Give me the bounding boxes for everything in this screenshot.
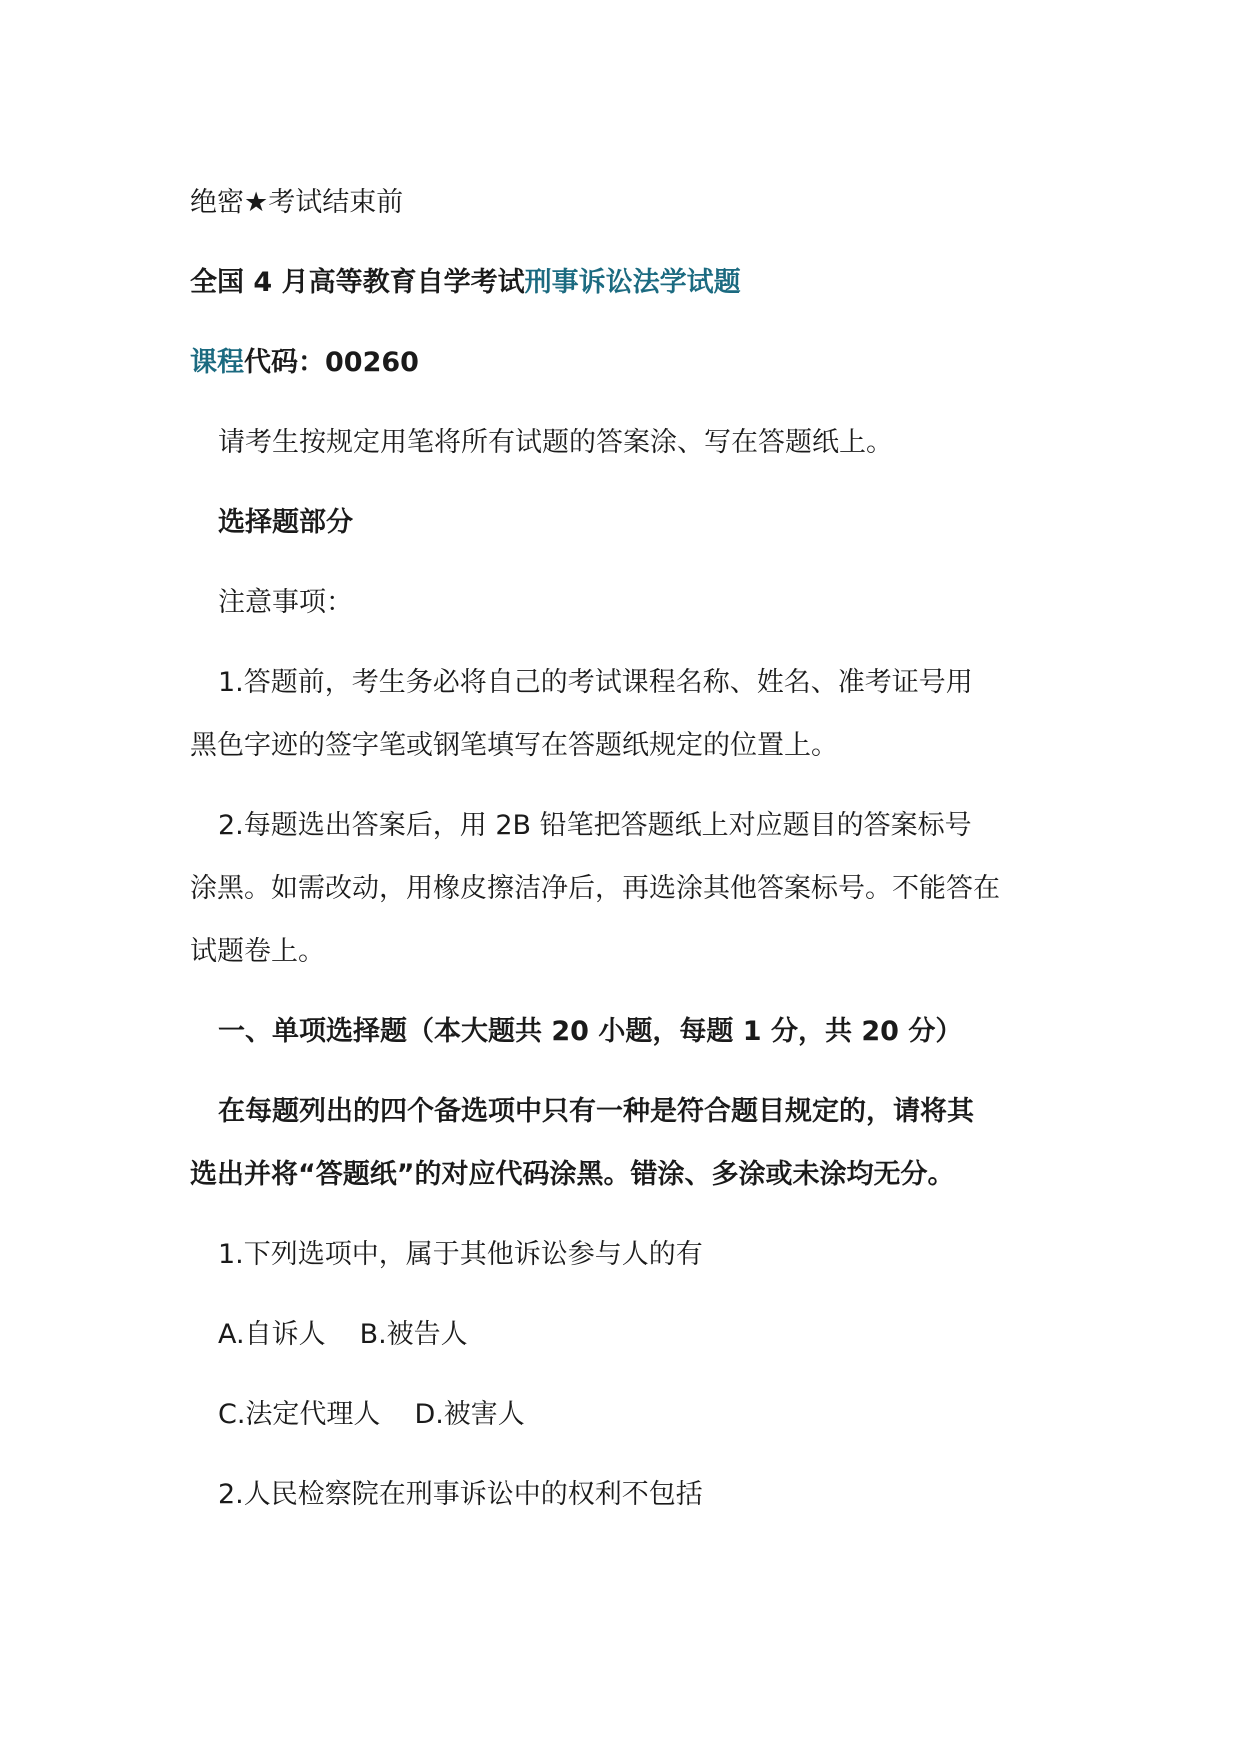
course-code [190,345,419,381]
option-d: D.被害人 [414,1399,525,1430]
note-1-line-1: 1.答题前，考生务必将自己的考试课程名称、姓名、准考证号用 [218,667,973,698]
exam-title-prefix: 全国 4 月高等教育自学考试 [190,267,525,298]
part-one-heading: 一、单项选择题（本大题共 20 小题，每题 1 分，共 20 分） [218,1016,963,1047]
note-2-line-1: 2.每题选出答案后，用 2B 铅笔把答题纸上对应题目的答案标号 [218,810,972,841]
option-b: B.被告人 [359,1319,468,1350]
question-2-stem: 2.人民检察院在刑事诉讼中的权利不包括 [218,1479,703,1510]
part-one-instruction-line-1: 在每题列出的四个备选项中只有一种是符合题目规定的，请将其 [218,1096,974,1127]
exam-title [190,265,741,301]
section-heading: 选择题部分 [218,507,353,538]
question-1-options-cd [218,1397,525,1433]
note-2-line-2: 涂黑。如需改动，用橡皮擦洁净后，再选涂其他答案标号。不能答在 [190,873,1000,904]
course-code-label-teal: 课程 [190,347,244,378]
confidential-label: 绝密★考试结束前 [190,187,404,218]
note-1-line-2: 黑色字迹的签字笔或钢笔填写在答题纸规定的位置上。 [190,730,838,761]
option-a: A.自诉人 [218,1319,326,1350]
course-code-label: 代码： [244,347,325,378]
notice-label: 注意事项： [218,587,353,618]
question-1-stem: 1.下列选项中，属于其他诉讼参与人的有 [218,1239,703,1270]
answer-instruction: 请考生按规定用笔将所有试题的答案涂、写在答题纸上。 [218,427,893,458]
question-1-options-ab [218,1317,468,1353]
course-code-value: 00260 [325,347,419,378]
note-2-line-3: 试题卷上。 [190,936,325,967]
option-c: C.法定代理人 [218,1399,381,1430]
part-one-instruction-line-2: 选出并将“答题纸”的对应代码涂黑。错涂、多涂或未涂均无分。 [190,1159,955,1190]
exam-title-subject: 刑事诉讼法学试题 [524,267,741,298]
